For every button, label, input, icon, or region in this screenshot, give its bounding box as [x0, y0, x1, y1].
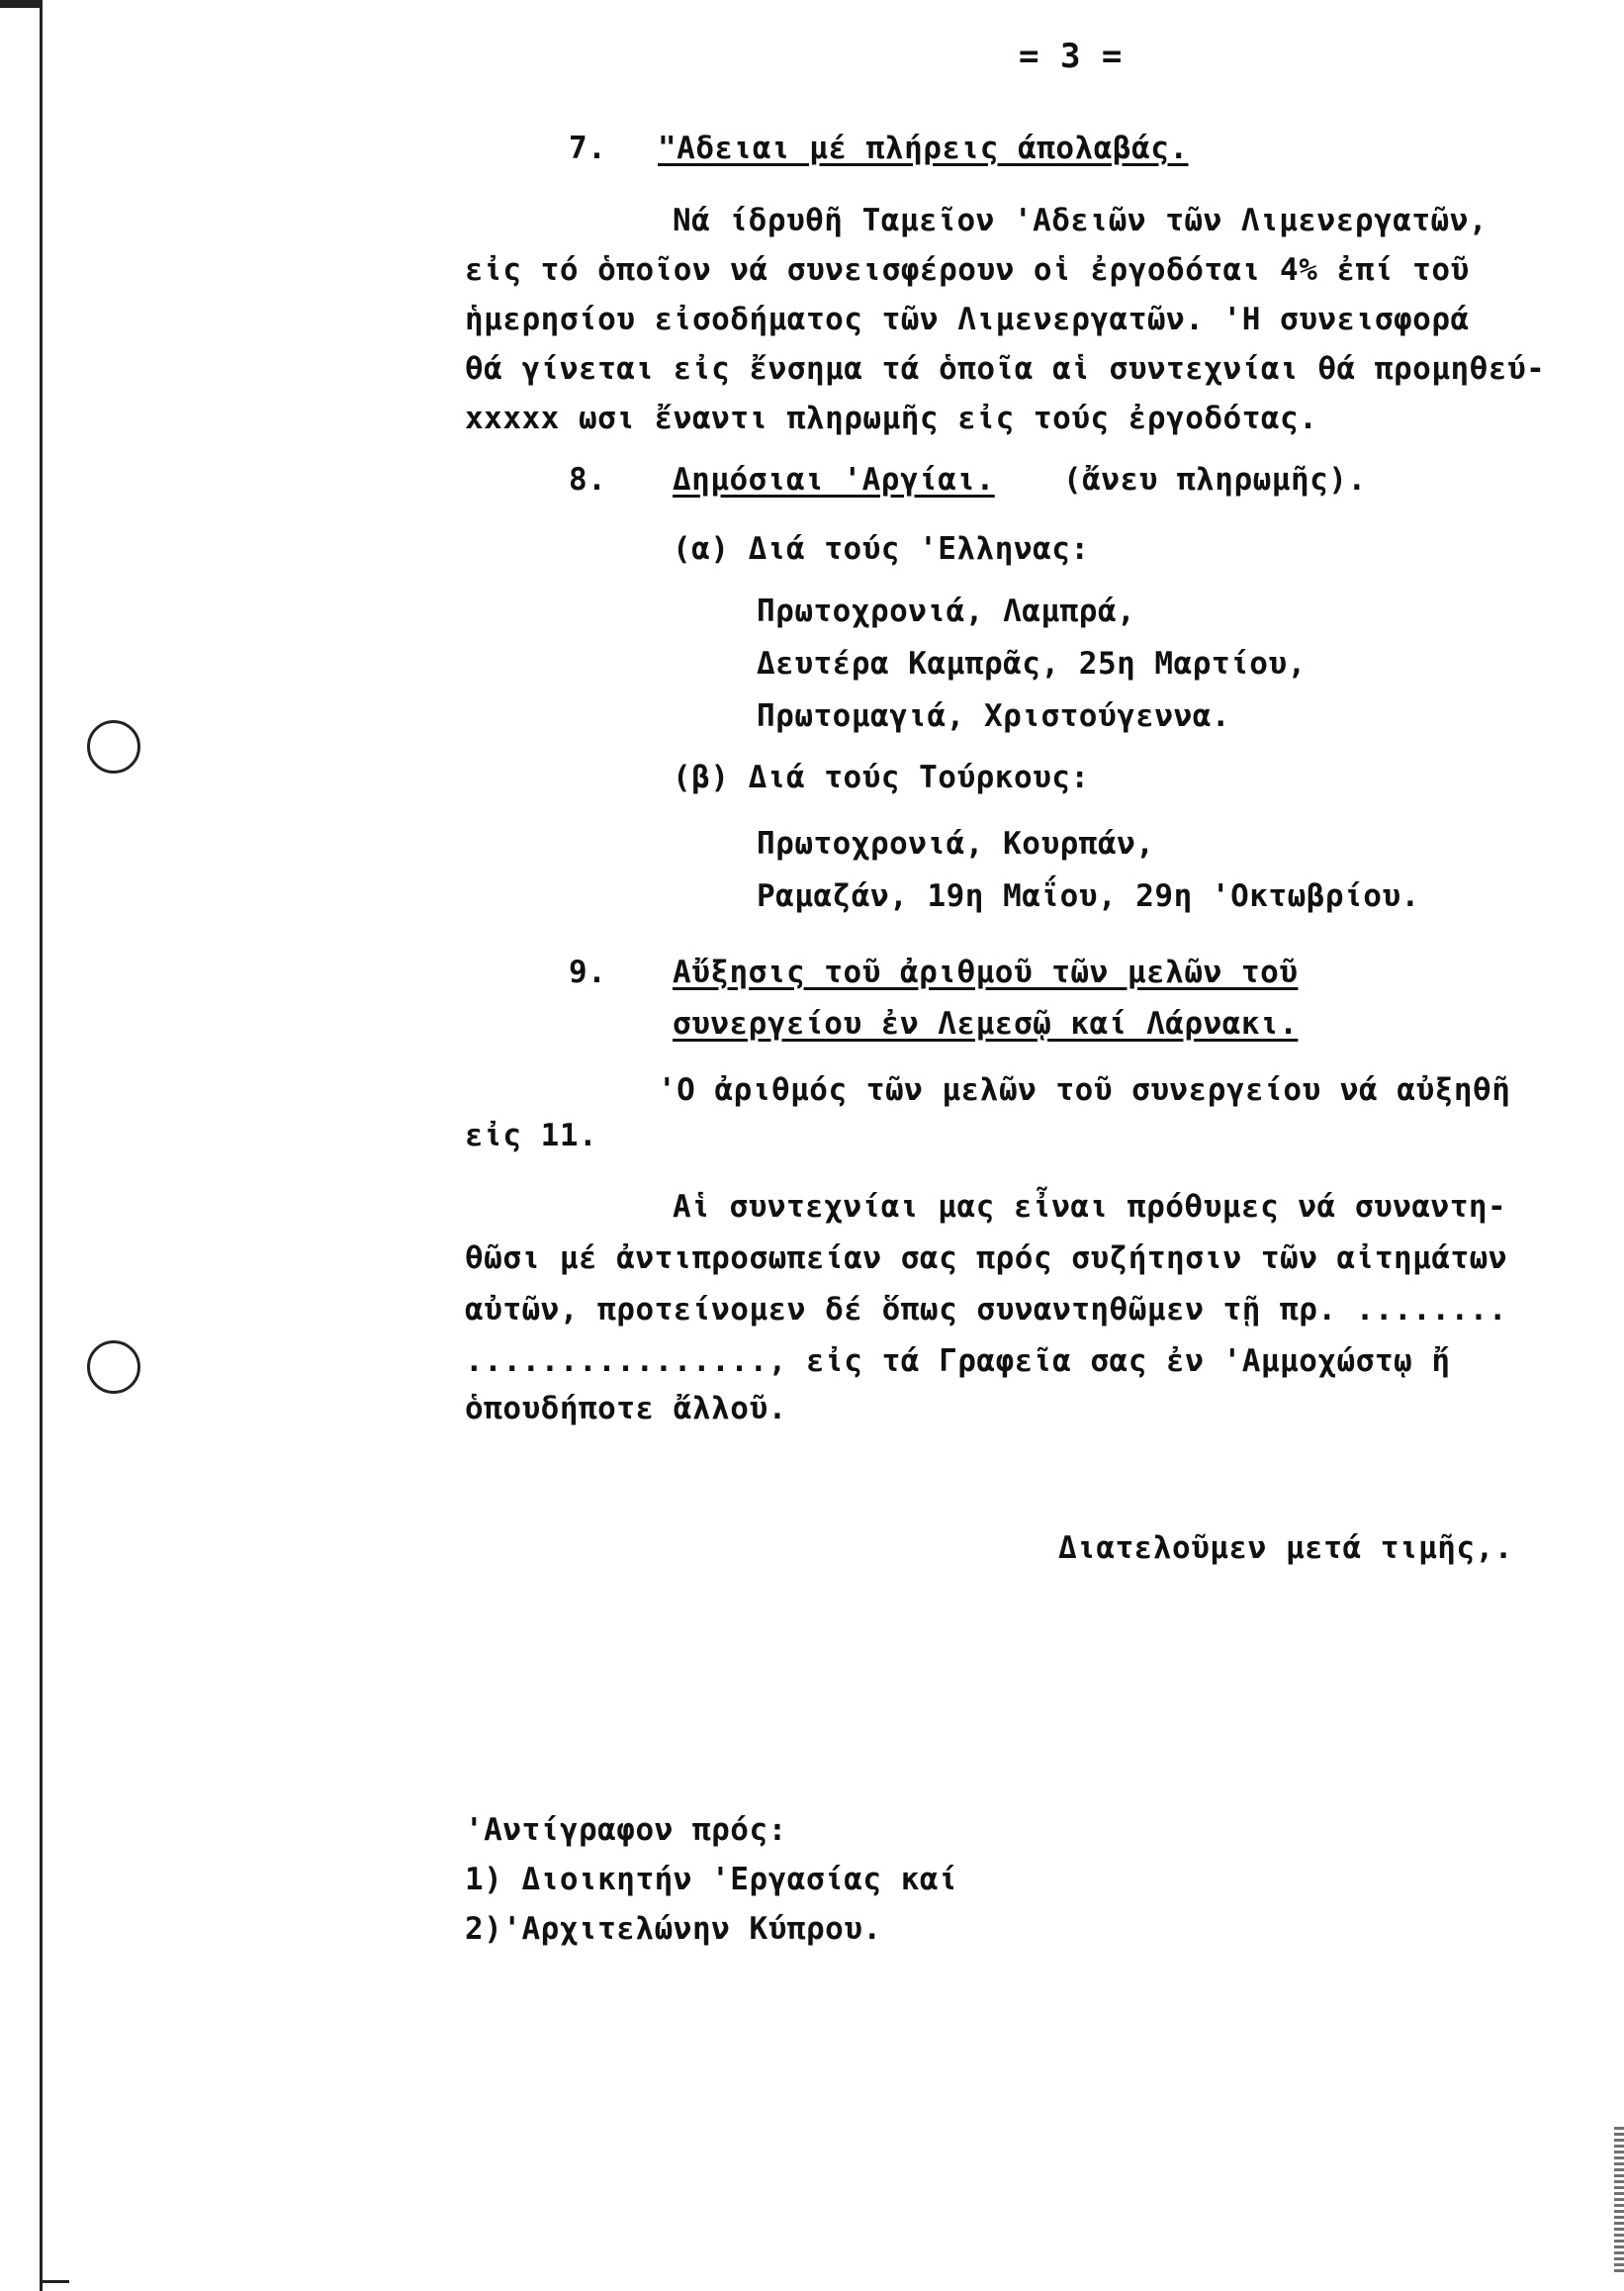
scan-corner-mark — [0, 0, 40, 8]
punch-hole-lower — [87, 1340, 140, 1394]
section-7-line-2: εἰς τό ὁποῖον νά συνεισφέρουν οἱ ἐργοδόται 4% ἐπί τοῦ — [465, 252, 1470, 288]
section-8-greeks-line-2: Δευτέρα Καμπρᾶς, 25η Μαρτίου, — [757, 646, 1307, 682]
binding-edge-bottom — [40, 2280, 69, 2283]
signoff: Διατελοῦμεν μετά τιμῆς,. — [1058, 1530, 1513, 1566]
closing-line-5: ὁπουδήποτε ἄλλοῦ. — [465, 1391, 787, 1426]
section-7-line-5: xxxxx ωσι ἔναντι πληρωμῆς εἰς τούς ἐργοδότας. — [465, 401, 1318, 436]
section-8-heading: Δημόσιαι 'Αργίαι. — [673, 462, 995, 498]
punch-hole-upper — [87, 720, 140, 774]
closing-line-4: ................, εἰς τά Γραφεῖα σας ἐν 'Αμμοχώστῳ ἤ — [465, 1343, 1451, 1379]
section-8-turks-line-2: Ραμαζάν, 19η Μαΐου, 29η 'Οκτωβρίου. — [757, 878, 1420, 914]
section-7-line-1: Νά ίδρυθῆ Ταμεῖον 'Αδειῶν τῶν Λιμενεργατῶν, — [673, 203, 1489, 238]
section-7-heading: "Αδειαι μέ πλήρεις άπολαβάς. — [658, 131, 1189, 166]
section-8-greeks-line-1: Πρωτοχρονιά, Λαμπρά, — [757, 594, 1136, 629]
copies-item-2: 2)'Αρχιτελώνην Κύπρου. — [465, 1911, 882, 1947]
section-8-number: 8. — [569, 462, 607, 498]
section-8-greeks-line-3: Πρωτομαγιά, Χριστούγεννα. — [757, 698, 1231, 734]
section-7-line-4: θά γίνεται εἰς ἔνσημα τά ὁποῖα αἱ συντεχνίαι θά προμηθεύ- — [465, 351, 1546, 387]
scan-edge-noise — [1614, 2127, 1624, 2275]
section-9-number: 9. — [569, 955, 607, 990]
section-7-line-3: ἡμερησίου εἰσοδήματος τῶν Λιμενεργατῶν. 'Η συνεισφορά — [465, 302, 1470, 337]
closing-line-2: θῶσι μέ ἀντιπροσωπείαν σας πρός συζήτησιν τῶν αἰτημάτων — [465, 1240, 1507, 1276]
section-8-heading-note: (ἄνευ πληρωμῆς). — [1063, 462, 1367, 498]
section-9-heading-line-2: συνεργείου ἐν Λεμεσῷ καί Λάρνακι. — [673, 1006, 1299, 1042]
copies-item-1: 1) Διοικητήν 'Εργασίας καί — [465, 1862, 958, 1897]
section-8-turks-line-1: Πρωτοχρονιά, Κουρπάν, — [757, 826, 1155, 862]
section-9-text-line-1: 'Ο ἀριθμός τῶν μελῶν τοῦ συνεργείου νά αὐξηθῆ — [658, 1072, 1511, 1108]
page-number: = 3 = — [1019, 37, 1123, 76]
closing-line-1: Αἱ συντεχνίαι μας εἶναι πρόθυμες νά συναντη- — [673, 1189, 1507, 1225]
section-8-turks-label: (β) Διά τούς Τούρκους: — [673, 760, 1090, 795]
section-9-text-line-2: εἰς 11. — [465, 1118, 598, 1153]
section-9-heading-line-1: Αὔξησις τοῦ ἀριθμοῦ τῶν μελῶν τοῦ — [673, 955, 1299, 990]
binding-edge — [40, 0, 43, 2291]
closing-line-3: αὐτῶν, προτείνομεν δέ ὅπως συναντηθῶμεν τῇ πρ. ........ — [465, 1292, 1507, 1328]
section-8-greeks-label: (α) Διά τούς 'Ελληνας: — [673, 531, 1090, 567]
copies-title: 'Αντίγραφον πρός: — [465, 1812, 787, 1848]
section-7-number: 7. — [569, 131, 607, 166]
